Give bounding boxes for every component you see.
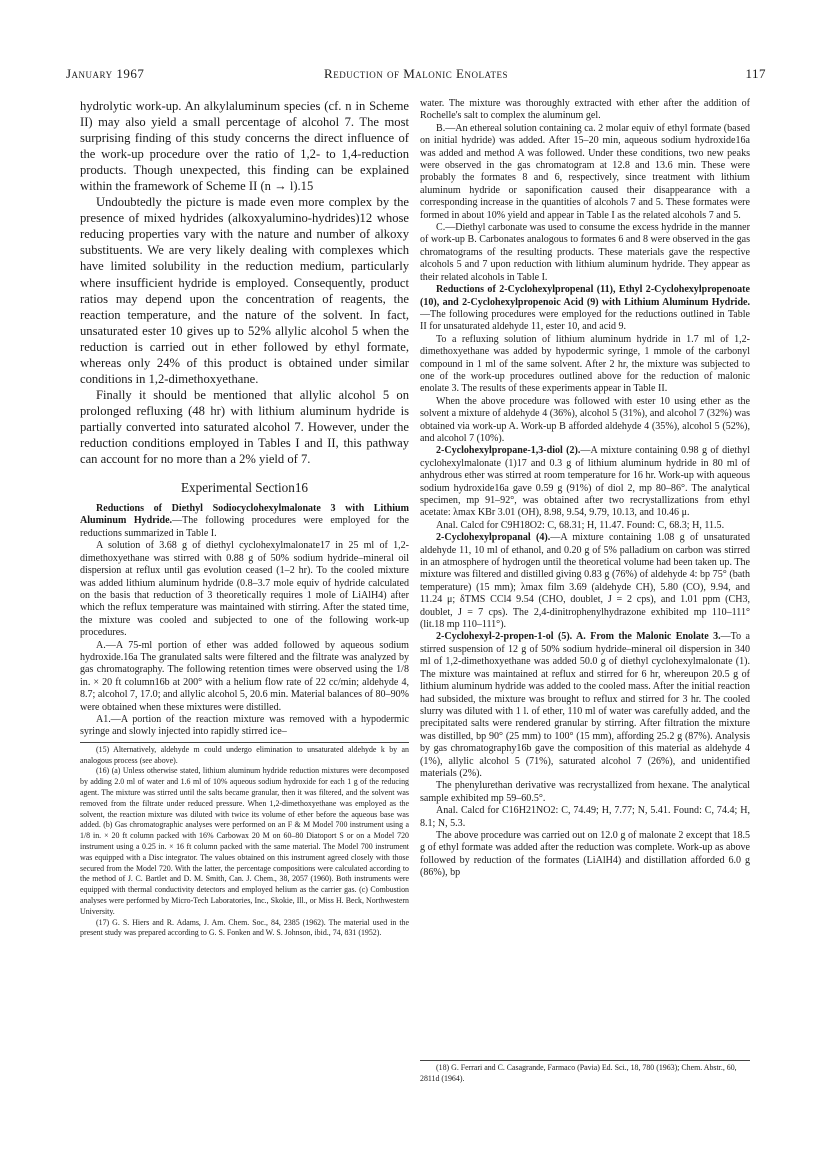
paragraph: B.—An ethereal solution containing ca. 2 molar equiv of ethyl formate (based on initial hydride) was added. After 15–20 min, aqueous sodium hydroxide16a was added and method A was followed. Under these conditions, two new peaks were observed in the gas chromatogram at 12.8 and 13.6 min. These were probably the formates 8 and 6, respectively, since treatment with lithium aluminum hydride or saponification caused their disappearance with a corresponding increase in the quantities of alcohols 7 and 5. These formates were formed in about 10% yield and appear in Table I as the related alcohols 7 and 5. (420, 122, 750, 221)
right-footnotes (420, 1057, 750, 1085)
paragraph: hydrolytic work-up. An alkylaluminum species (cf. n in Scheme II) may also yield a small percentage of alcohol 7. The most surprising finding of this study concerns the direct influence of the work-up procedure over the ratio of 1,2- to 1,4-reduction products. Though unexpected, this finding can be explained within the framework of Scheme II (n → l).15 (80, 99, 409, 194)
paragraph-text: —A mixture containing 0.98 g of diethyl cyclohexylmalonate (1)17 and 0.3 g of lithium aluminum hydride in 80 ml of anhydrous ether was stirred at room temperature for 16 hr. Work-up with aqueous sodium hydroxide16a gave 0.59 g (91%) of diol 2, mp 80–86°. The analytical specimen, mp 91–92°, was obtained after two recrystallizations from ethyl acetate: λmax KBr 3.01 (OH), 8.98, 9.54, 9.79, 10.13, and 10.46 μ. (420, 445, 750, 519)
paragraph: The phenylurethan derivative was recrystallized from hexane. The analytical sample exhibited mp 59–60.5°. (420, 780, 750, 804)
header-date: January 1967 (66, 66, 145, 81)
footnote: (16) (a) Unless otherwise stated, lithium aluminum hydride reduction mixtures were decomposed by adding 2.0 ml of water and 1.6 ml of 10% aqueous sodium hydroxide for each 1 g of the reducing agent. The mixture was stirred until the salts became granular, then it was filtered, and the solvent was removed from the filtrate under reduced pressure. When 1,2-dimethoxyethane was employed as the solvent, the reaction mixture was diluted with twice its volume of ether before the aqueous base was added. (b) Gas chromatographic analyses were performed on an F & M Model 700 instrument using a 1/8 in. × 20 ft column packed with 16% Carbowax 20 M on 60–80 Diatoport S or on a Model 720 instrument using a 0.25 in. × 16 ft column packed with the same material. The Model 700 instrument was equipped with a Disc integrator. The values obtained on this instrument agreed closely with those secured from the Model 720. With the latter, the percentage compositions were calculated according to the method of J. C. Bartlet and D. M. Smith, Can. J. Chem., 38, 2057 (1960). Both instruments were equipped with thermal conductivity detectors and employed helium as the carrier gas. (c) Combustion analyses were performed by Micro-Tech Laboratories, Inc., Skokie, Ill., or Miss H. Beck, Northwestern University. (80, 766, 409, 916)
left-column (80, 98, 409, 1058)
paragraph-heading: 2-Cyclohexylpropanal (4). (436, 532, 551, 544)
footnote: (18) G. Ferrari and C. Casagrande, Farmaco (Pavia) Ed. Sci., 18, 780 (1963); Chem. Abstr., 60, 2811d (1964). (420, 1063, 737, 1083)
paragraph-text: —To a stirred suspension of 12 g of 50% sodium hydride–mineral oil dispersion in 340 ml of 1,2-dimethoxyethane was added 50.0 g of diethyl cyclohexylmalonate (1). The mixture was maintained at reflux and stirred for 6 hr, whereupon 20.5 g of lithium aluminum hydride was added to the cooled mass. After the initial reaction had subsided, the mixture was brought to reflux and stirred for 3 hr. The cooled slurry was diluted with 1 l. of ether, 110 ml of water was carefully added, and the precipitated salts were rendered granular by stirring. After filtration the mixture was distilled, bp 90° (25 mm) to 100° (15 mm), affording 25.2 g (87%). Analysis by gas chromatography16b gave the composition of this material as aldehyde 4 (1%), allylic alcohol 5 (71%), saturated alcohol 7 (26%), and unidentified materials (2%). (420, 631, 750, 779)
paragraph: When the above procedure was followed with ester 10 using ether as the solvent a mixture of aldehyde 4 (36%), alcohol 5 (31%), and alcohol 7 (32%) was obtained via work-up A. Work-up B afforded aldehyde 4 (35%), alcohol 5 (52%), and alcohol 7 (10%). (420, 395, 750, 444)
paragraph: A1.—A portion of the reaction mixture was removed with a hypodermic syringe and slowly injected into rapidly stirred ice– (80, 713, 409, 738)
footnote-rule (420, 1060, 750, 1061)
paragraph-heading: 2-Cyclohexylpropane-1,3-diol (2). (436, 445, 581, 457)
paragraph-text: —A mixture containing 1.08 g of unsaturated aldehyde 11, 10 ml of ethanol, and 0.20 g of 5% palladium on carbon was stirred in an atmosphere of hydrogen until the theoretical volume had been taken up. The mixture was filtered and distilled giving 0.83 g (76%) of aldehyde 4: bp 75° (bath temperature) (15 mm); λmax film 3.69 (aldehyde CH), 5.80 (CO), 9.94, and 11.24 μ; δTMS CCl4 9.54 (CHO, doublet, J = 2 cps), and 1.01 ppm (CH3, doublet, J = 7 cps). The 2,4-dinitrophenylhydrazone exhibited mp 110–111° (lit.18 mp 110–111°). (420, 532, 750, 631)
paragraph (420, 284, 750, 334)
paragraph (420, 532, 750, 631)
paragraph (80, 503, 409, 540)
paragraph-heading: Reductions of 2-Cyclohexylpropenal (11), Ethyl 2-Cyclohexylpropenoate (10), and 2-Cyclohexylpropenoic Acid (9) with Lithium Aluminum Hydride. (420, 284, 750, 308)
paragraph: water. The mixture was thoroughly extracted with ether after the addition of Rochelle's salt to complex the aluminum gel. (420, 98, 750, 122)
paragraph: The above procedure was carried out on 12.0 g of malonate 2 except that 18.5 g of ethyl formate was added after the reduction was complete. Work-up as above followed by reduction of the formates (LiAlH4) and distillation afforded 6.0 g (86%), bp (420, 829, 750, 879)
paragraph: Undoubtedly the picture is made even more complex by the presence of mixed hydrides (alkoxyalumino-hydrides)12 whose reducing properties vary with the nature and number of alkoxy substituents. We are very likely dealing with complexes which have limited solubility in the reduction medium, particularly where insufficient hydride is employed. Consequently, product ratios may depend upon the concentration of reagents, the reaction temperature, and the nature of the solvent. In fact, unsaturated ester 10 gives up to 52% allylic alcohol 5 when the reduction is carried out in ether followed by ethyl formate, whereas only 24% of this product is obtained under similar conditions in 1,2-dimethoxyethane. (80, 195, 409, 386)
running-header (66, 66, 766, 86)
paragraph-heading: 2-Cyclohexyl-2-propen-1-ol (5). A. From the Malonic Enolate 3. (436, 631, 721, 643)
paragraph: To a refluxing solution of lithium aluminum hydride in 1.7 ml of 1,2-dimethoxyethane was added by hypodermic syringe, 1 mmole of the carbonyl compound in 1 ml of the same solvent. After 2 hr, the mixture was subjected to one of the work-up procedures outlined above for the reduction of malonic enolate 3. The results of these experiments appear in Table II. (420, 333, 750, 395)
footnote: (15) Alternatively, aldehyde m could undergo elimination to unsaturated aldehyde k by an analogous process (see above). (80, 744, 409, 765)
page-number: 117 (745, 66, 766, 81)
paragraph: C.—Diethyl carbonate was used to consume the excess hydride in the manner of work-up B. Carbonates analogous to formates 6 and 8 were observed in the gas chromatograms of the resulting products. These materials gave the respective alcohols 5 and 7 upon reduction with lithium aluminum hydride. They appear as their related alcohols in Table I. (420, 222, 750, 283)
paragraph-text: —The following procedures were employed for the reductions summarized in Table I. (80, 515, 409, 539)
footnote-rule (80, 742, 409, 743)
right-column (420, 98, 750, 1138)
paragraph: Anal. Calcd for C9H18O2: C, 68.31; H, 11.47. Found: C, 68.3; H, 11.5. (436, 519, 725, 531)
paragraph (420, 445, 750, 519)
paragraph-text: —The following procedures were employed for the reductions outlined in Table II for unsaturated aldehyde 11, ester 10, and acid 9. (420, 308, 750, 333)
paragraph-heading: Reductions of Diethyl Sodiocyclohexylmalonate 3 with Lithium Aluminum Hydride. (80, 503, 409, 527)
header-title: Reduction of Malonic Enolates (324, 66, 508, 81)
footnote: (17) G. S. Hiers and R. Adams, J. Am. Chem. Soc., 84, 2385 (1962). The material used in the present study was prepared according to G. S. Fonken and W. S. Johnson, ibid., 74, 831 (1952). (80, 917, 409, 938)
paragraph: A.—A 75-ml portion of ether was added followed by aqueous sodium hydroxide.16a The granulated salts were filtered and the filtrate was analyzed by gas chromatography. The following retention times were observed using the 1/8 in. × 20 ft column16b at 200° with a helium flow rate of 22 cc/min; aldehyde 4, 8.7; alcohol 7, 17.0; and allylic alcohol 5, 20.6 min. Material balances of 80–90% were obtained when these mixtures were distilled. (80, 639, 409, 713)
paragraph: A solution of 3.68 g of diethyl cyclohexylmalonate17 in 25 ml of 1,2-dimethoxyethane was stirred with 0.88 g of 50% sodium hydride–mineral oil dispersion at reflux until gas evolution ceased (1–2 hr). To the cooled mixture was added lithium aluminum hydride (0.8–3.7 mole equiv of hydride calculated on the basis that reduction of 3 theoretically requires 1 mole of LiAlH4) after which the reflux temperature was maintained with stirring. After the stated time, the mixture was cooled and subjected to one of the following work-up procedures. (80, 540, 409, 639)
paragraph: Finally it should be mentioned that allylic alcohol 5 on prolonged refluxing (48 hr) with lithium aluminum hydride is partially converted into saturated alcohol 7. However, under the reduction conditions employed in Tables I and II, this pathway can account for no more than a 2% yield of 7. (80, 387, 409, 467)
section-title: Experimental Section16 (180, 480, 309, 496)
paragraph: Anal. Calcd for C16H21NO2: C, 74.49; H, 7.77; N, 5.41. Found: C, 74.4; H, 8.1; N, 5.3. (420, 805, 750, 829)
paragraph (420, 631, 750, 780)
